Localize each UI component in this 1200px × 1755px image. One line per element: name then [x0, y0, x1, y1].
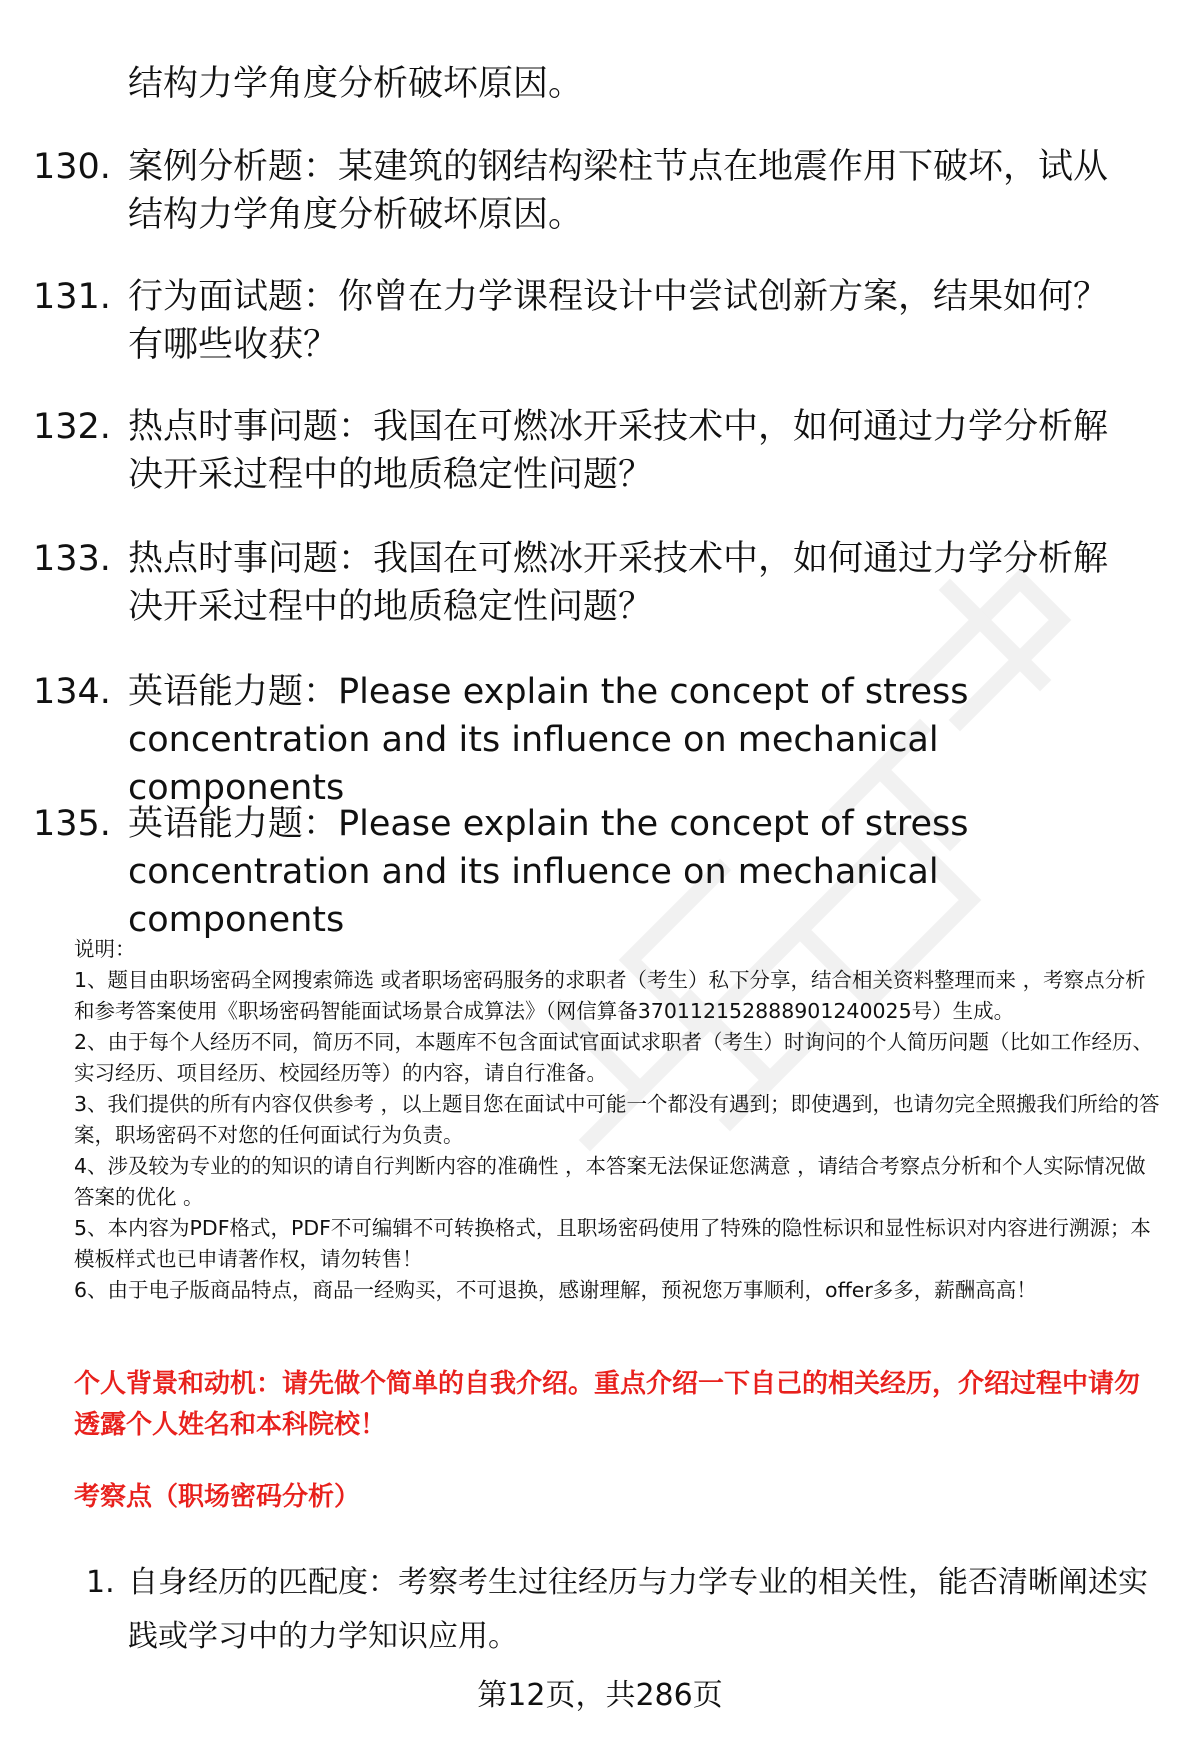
notes-title: 说明：: [74, 937, 136, 961]
question-number: 130.: [33, 147, 111, 187]
point-text: 自身经历的匹配度：考察考生过往经历与力学专业的相关性，能否清晰阐述实践或学习中的力学知识应用。: [128, 1565, 1148, 1654]
notes-section: [74, 934, 1164, 1306]
question-number: 135.: [33, 804, 111, 844]
section-heading: 个人背景和动机：请先做个简单的自我介绍。重点介绍一下自己的相关经历，介绍过程中请勿透露个人姓名和本科院校！: [74, 1369, 1141, 1440]
question-number: 132.: [33, 407, 111, 447]
question-text: 热点时事问题：我国在可燃冰开采技术中，如何通过力学分析解 决开采过程中的地质稳定性问题？: [128, 539, 1109, 627]
note-item: 2、由于每个人经历不同，简历不同，本题库不包含面试官面试求职者（考生）时询问的个人简历问题（比如工作经历、实习经历、项目经历、校园经历等）的内容，请自行准备。: [74, 1030, 1154, 1085]
page-footer: 第12页，共286页: [477, 1678, 723, 1713]
question-text: 行为面试题：你曾在力学课程设计中尝试创新方案，结果如何？ 有哪些收获？: [128, 277, 1109, 365]
question-continuation: 结构力学角度分析破坏原因。: [128, 64, 584, 104]
point-number: 1.: [86, 1565, 115, 1600]
subsection-heading: 考察点（职场密码分析）: [74, 1482, 361, 1512]
question-text: 案例分析题：某建筑的钢结构梁柱节点在地震作用下破坏，试从 结构力学角度分析破坏原因。: [128, 147, 1109, 235]
question-number: 133.: [33, 539, 111, 579]
question-number: 134.: [33, 672, 111, 712]
note-item: 6、由于电子版商品特点，商品一经购买，不可退换，感谢理解，预祝您万事顺利，offer多多，薪酬高高！: [74, 1278, 1037, 1302]
question-text: 英语能力题：Please explain the concept of stress concentration and its influence on mechanical components: [128, 672, 969, 808]
note-item: 3、我们提供的所有内容仅供参考 ，以上题目您在面试中可能一个都没有遇到；即使遇到，也请勿完全照搬我们所给的答案，职场密码不对您的任何面试行为负责。: [74, 1092, 1160, 1147]
note-item: 1、题目由职场密码全网搜索筛选 或者职场密码服务的求职者（考生）私下分享，结合相关资料整理而来 ，考察点分析和参考答案使用《职场密码智能面试场景合成算法》（网信算备370112152888901240025号）生成。: [74, 968, 1146, 1023]
question-text: 热点时事问题：我国在可燃冰开采技术中，如何通过力学分析解 决开采过程中的地质稳定性问题？: [128, 407, 1109, 495]
question-text: 英语能力题：Please explain the concept of stress concentration and its influence on mechanical components: [128, 804, 969, 940]
note-item: 5、本内容为PDF格式，PDF不可编辑不可转换格式，且职场密码使用了特殊的隐性标识和显性标识对内容进行溯源；本模板样式也已申请著作权，请勿转售！: [74, 1216, 1151, 1271]
question-number: 131.: [33, 277, 111, 317]
note-item: 4、涉及较为专业的的知识的请自行判断内容的准确性 ，本答案无法保证您满意 ，请结合考察点分析和个人实际情况做答案的优化 。: [74, 1154, 1146, 1209]
